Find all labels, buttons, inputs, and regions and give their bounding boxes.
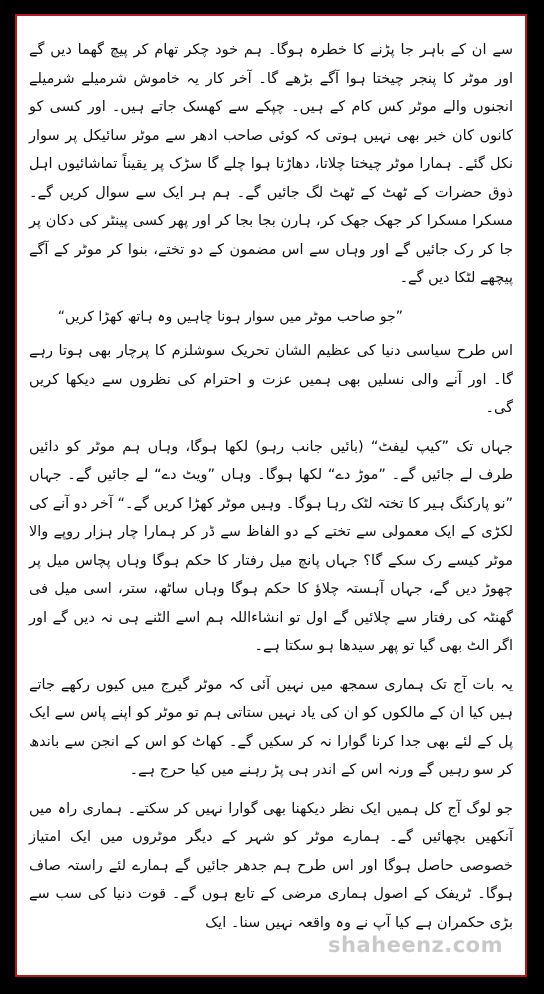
paragraph-1: سے ان کے باہر جا پڑنے کا خطرہ ہوگا۔ ہم خود چکر تھام کر پیچ گھما دیں گے اور موٹر کا پنجر چیختا ہوا آگے بڑھے گا۔ آخر کار یہ خاموش شرمیلے شرمیلے انجنوں والے موٹر کس کام کے ہیں۔ چپکے سے کھسک جاتے ہیں۔ اور کسی کو کانوں کان خبر بھی نہیں ہوتی کہ کوئی صاحب ادھر سے موٹر سائیکل پر سوار نکل گئے۔ ہمارا موٹر چیختا چلاتا، دھاڑتا ہوا چلے گا سڑک پر یقیناً تماشائیوں اہل ذوق حضرات کے ٹھٹ کے ٹھٹ لگ جائیں گے۔ ہم ہر ایک سے سوال کریں گے۔ مسکرا مسکرا کر جھک جھک کر، ہارن بجا بجا کر اور پھر کسی پینٹر کی دکان پر جا کر رک جائیں گے اور وہاں سے اس مضمون کے دو تختے، بنوا کر موٹر کے آگے پیچھے لٹکا دیں گے۔ [29,42,513,286]
quoted-line: ”جو صاحب موٹر میں سوار ہونا چاہیں وہ ہاتھ کھڑا کریں“ [57,308,403,325]
document-body [29,36,513,965]
site-watermark: shaheenz.com [328,933,503,957]
paragraph-3: جہاں تک ”کیپ لیفٹ“ (بائیں جانب رہو) لکھا ہوگا، وہاں ہم موٹر کو دائیں طرف لے جائیں گے۔ ”موڑ دے“ لکھا ہوگا۔ وہاں ”ویٹ دے“ لے جائیں گے۔ جہاں ”نو پارکنگ ہیر کا تختہ لٹک رہا ہوگا۔ وہیں موٹر کھڑا کریں گے۔“ آخر دو آنے کی لکڑی کے ایک معمولی سے تختے کے دو الفاظ سے ڈر کر ہمارا چار ہزار روپے والا موٹر کیسے رک سکے گا؟ جہاں پانچ میل رفتار کا حکم ہوگا وہاں پچاس میل پر چھوڑ دیں گے، جہاں آہستہ چلاؤ کا حکم ہوگا وہاں ساٹھ، ستر، اسی میل فی گھنٹہ کی رفتار سے چلائیں گے اول تو انشاءاللہ ہم اسے الٹنے ہی نہ دیں گے اور اگر الٹ بھی گیا تو پھر سیدھا ہو سکتا ہے۔ [29,438,513,654]
document-page [15,14,527,977]
paragraph-4: یہ بات آج تک ہماری سمجھ میں نہیں آئی کہ موٹر گیرج میں کیوں رکھے جاتے ہیں کیا ان کے مالکوں کو ان کی یاد نہیں ستاتی ہم تو موٹر کو اپنے پاس سے ایک پل کے لئے بھی جدا کرنا گوارا نہ کر سکیں گے۔ کھاٹ کو اس کے انجن سے باندھ کر سو رہیں گے ورنہ اس کے اندر ہی پڑ رہنے میں کیا حرج ہے۔ [29,676,513,778]
paragraph-5: جو لوگ آج کل ہمیں ایک نظر دیکھنا بھی گوارا نہیں کر سکتے۔ ہماری راہ میں آنکھیں بچھائیں گے۔ ہمارے موٹر کو شہر کے دیگر موٹروں میں ایک امتیاز خصوصی حاصل ہوگا اور اس طرح ہم جدھر جائیں گے ہمارے لئے راستہ صاف ہوگا۔ ٹریفک کے اصول ہماری مرضی کے تابع ہوں گے۔ قوت دنیا کی سب سے بڑی حکمران ہے کیا آپ نے وہ واقعہ نہیں سنا۔ ایک [29,800,513,931]
paragraph-2: اس طرح سیاسی دنیا کی عظیم الشان تحریک سوشلزم کا پرچار بھی ہوتا رہے گا۔ اور آنے والی نسلیں بھی ہمیں عزت و احترام کی نظروں سے دیکھا کریں گی۔ [29,343,513,416]
